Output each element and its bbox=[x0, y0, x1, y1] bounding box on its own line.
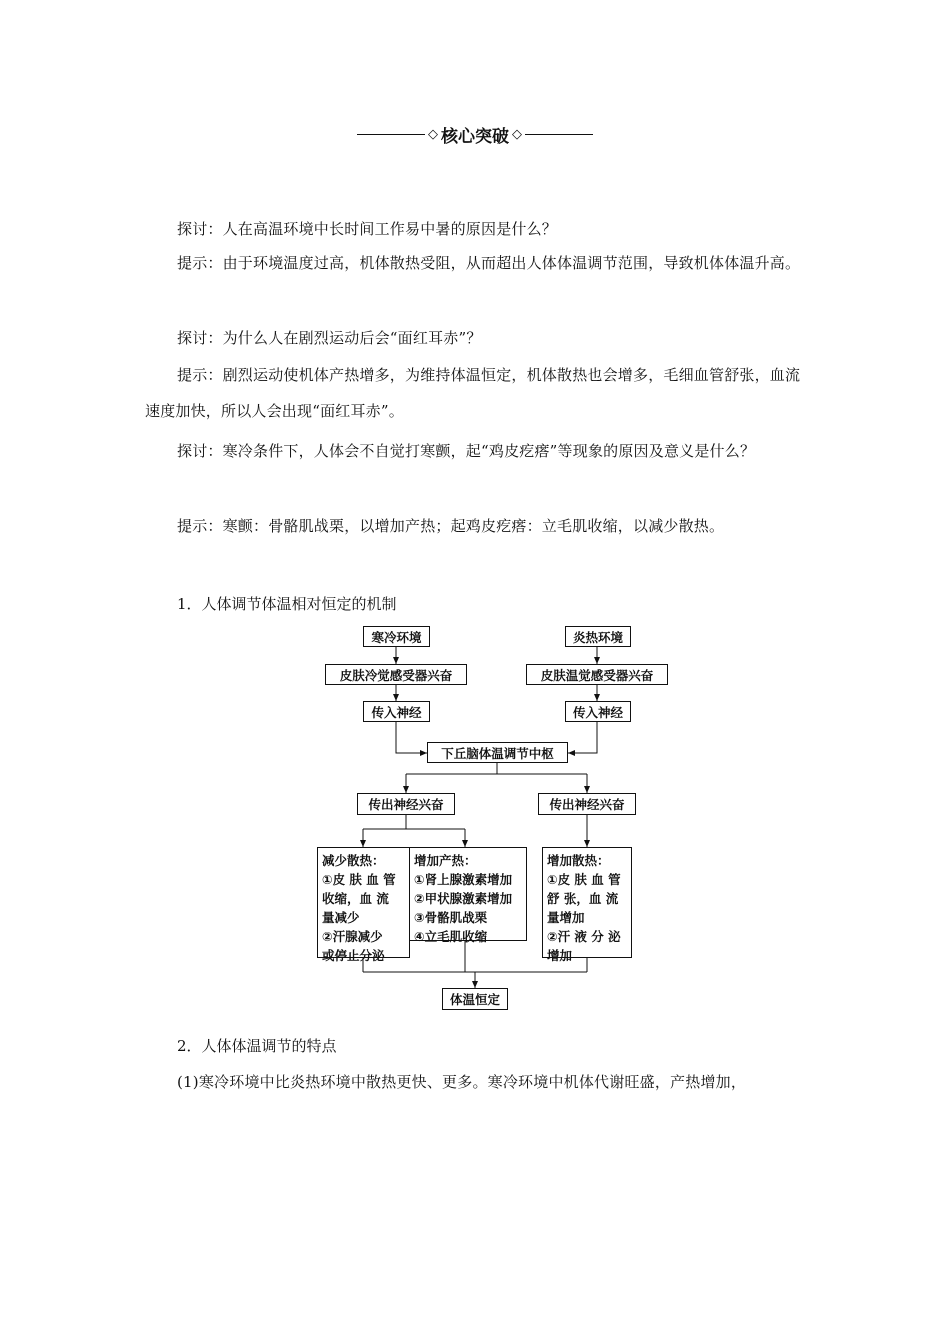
box-line: 增加 bbox=[547, 948, 573, 963]
box-efferent-nerve-left: 传出神经兴奋 bbox=[357, 793, 455, 815]
paragraph-hint-1: 提示：由于环境温度过高，机体散热受阻，从而超出人体体温调节范围，导致机体体温升高。 bbox=[177, 254, 801, 272]
box-line: ①皮 肤 血 管 bbox=[322, 872, 396, 887]
box-line: ②甲状腺激素增加 bbox=[414, 891, 513, 906]
box-cold-environment: 寒冷环境 bbox=[363, 626, 430, 647]
paragraph-hint-3: 提示：寒颤：骨骼肌战栗，以增加产热；起鸡皮疙瘩：立毛肌收缩，以减少散热。 bbox=[177, 517, 725, 535]
paragraph-question-1: 探讨：人在高温环境中长时间工作易中暑的原因是什么？ bbox=[177, 220, 558, 238]
box-line: 量减少 bbox=[322, 910, 360, 925]
paragraph-hint-2: 提示：剧烈运动使机体产热增多，为维持体温恒定，机体散热也会增多，毛细血管舒张，血流速度加快，所以人会出现“面红耳赤”。 bbox=[145, 366, 801, 420]
paragraph-feature-1: (1)寒冷环境中比炎热环境中散热更快、更多。寒冷环境中机体代谢旺盛，产热增加， bbox=[177, 1073, 747, 1091]
box-efferent-nerve-right: 传出神经兴奋 bbox=[538, 793, 636, 815]
section-heading-1: 1．人体调节体温相对恒定的机制 bbox=[177, 595, 397, 613]
box-line: 收缩，血 流 bbox=[322, 891, 389, 906]
box-increase-heat-loss bbox=[542, 847, 632, 963]
box-hot-environment: 炎热环境 bbox=[565, 626, 631, 647]
box-line: 舒 张，血 流 bbox=[547, 891, 619, 906]
diamond-icon: ◇ bbox=[512, 127, 522, 142]
box-reduce-heat-loss bbox=[317, 847, 410, 963]
box-cold-receptor: 皮肤冷觉感受器兴奋 bbox=[325, 664, 467, 685]
box-line: ②汗 液 分 泌 bbox=[547, 929, 621, 944]
box-increase-heat-production bbox=[409, 847, 527, 944]
box-line: ④立毛肌收缩 bbox=[414, 929, 488, 944]
box-line: 增加产热： bbox=[414, 853, 477, 868]
box-line: ①肾上腺激素增加 bbox=[414, 872, 513, 887]
box-line: 增加散热： bbox=[547, 853, 610, 868]
box-line: ②汗腺减少 bbox=[322, 929, 383, 944]
paragraph-question-2: 探讨：为什么人在剧烈运动后会“面红耳赤”？ bbox=[177, 329, 482, 347]
box-stable-temperature: 体温恒定 bbox=[442, 988, 508, 1010]
header-title: 核心突破 bbox=[441, 127, 509, 147]
box-line: 减少散热： bbox=[322, 853, 385, 868]
box-afferent-nerve-right: 传入神经 bbox=[565, 701, 631, 722]
box-line: 或停止分泌 bbox=[322, 948, 385, 963]
paragraph-question-3: 探讨：寒冷条件下，人体会不自觉打寒颤，起“鸡皮疙瘩”等现象的原因及意义是什么？ bbox=[177, 442, 756, 460]
diamond-icon: ◇ bbox=[428, 127, 438, 142]
box-afferent-nerve-left: 传入神经 bbox=[363, 701, 430, 722]
box-line: ③骨骼肌战栗 bbox=[414, 910, 488, 925]
box-line: ①皮 肤 血 管 bbox=[547, 872, 621, 887]
section-heading-2: 2．人体体温调节的特点 bbox=[177, 1037, 337, 1055]
box-hypothalamus-center: 下丘脑体温调节中枢 bbox=[427, 742, 568, 763]
box-warm-receptor: 皮肤温觉感受器兴奋 bbox=[526, 664, 668, 685]
box-line: 量增加 bbox=[547, 910, 585, 925]
